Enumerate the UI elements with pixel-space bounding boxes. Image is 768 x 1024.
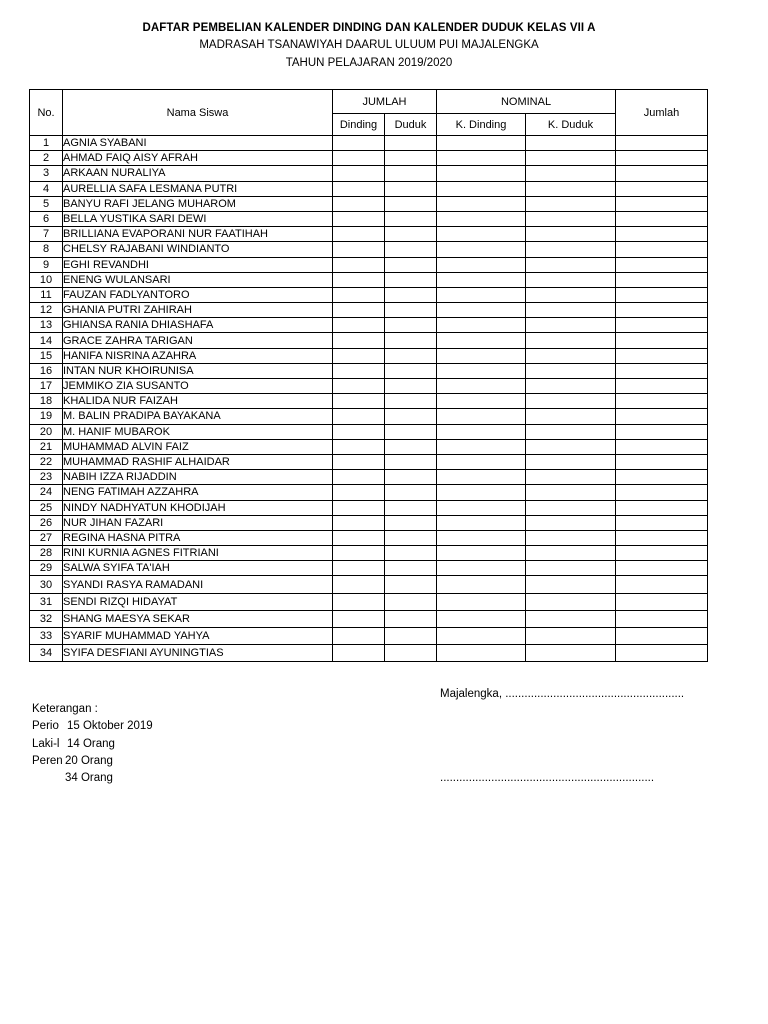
total-cell [616,166,708,181]
total-cell [616,485,708,500]
k-duduk-cell [526,530,616,545]
k-duduk-cell [526,628,616,645]
duduk-count-cell [385,515,437,530]
student-name: MUHAMMAD RASHIF ALHAIDAR [63,454,333,469]
perio-value: 15 Oktober 2019 [67,720,153,732]
total-cell [616,379,708,394]
dinding-count-cell [333,546,385,561]
duduk-count-cell [385,166,437,181]
row-number: 30 [30,576,63,593]
row-number: 13 [30,318,63,333]
k-dinding-cell [437,610,526,627]
table-row [30,424,708,439]
table-row [30,561,708,576]
table-row [30,287,708,302]
student-name: ARKAAN NURALIYA [63,166,333,181]
table-row [30,318,708,333]
student-name: BANYU RAFI JELANG MUHAROM [63,196,333,211]
dinding-count-cell [333,485,385,500]
duduk-count-cell [385,628,437,645]
total-cell [616,151,708,166]
dinding-count-cell [333,394,385,409]
duduk-count-cell [385,454,437,469]
duduk-count-cell [385,561,437,576]
dinding-count-cell [333,287,385,302]
k-dinding-cell [437,500,526,515]
table-row [30,196,708,211]
duduk-count-cell [385,227,437,242]
student-name: HANIFA NISRINA AZAHRA [63,348,333,363]
k-dinding-cell [437,287,526,302]
k-dinding-cell [437,227,526,242]
table-row [30,515,708,530]
table-row [30,439,708,454]
row-number: 21 [30,439,63,454]
dinding-count-cell [333,348,385,363]
row-number: 34 [30,645,63,662]
total-cell [616,454,708,469]
k-dinding-cell [437,257,526,272]
row-number: 23 [30,470,63,485]
student-name: SYARIF MUHAMMAD YAHYA [63,628,333,645]
k-duduk-cell [526,363,616,378]
table-row [30,333,708,348]
k-duduk-cell [526,500,616,515]
duduk-count-cell [385,500,437,515]
table-row [30,211,708,226]
row-number: 2 [30,151,63,166]
row-number: 26 [30,515,63,530]
student-name: NENG FATIMAH AZZAHRA [63,485,333,500]
total-cell [616,227,708,242]
row-number: 14 [30,333,63,348]
perio-label: Perio [32,720,59,732]
dinding-count-cell [333,272,385,287]
table-row [30,454,708,469]
dinding-count-cell [333,196,385,211]
total-cell [616,645,708,662]
student-name: NINDY NADHYATUN KHODIJAH [63,500,333,515]
row-number: 8 [30,242,63,257]
total-cell [616,181,708,196]
dinding-count-cell [333,136,385,151]
total-cell [616,424,708,439]
total-cell [616,211,708,226]
header-jumlah-group: JUMLAH [333,90,437,114]
k-dinding-cell [437,530,526,545]
total-cell [616,348,708,363]
total-cell [616,546,708,561]
student-name: RINI KURNIA AGNES FITRIANI [63,546,333,561]
dinding-count-cell [333,454,385,469]
duduk-count-cell [385,196,437,211]
row-number: 29 [30,561,63,576]
k-duduk-cell [526,333,616,348]
peren-label: Peren [32,755,63,767]
duduk-count-cell [385,211,437,226]
k-duduk-cell [526,242,616,257]
table-row [30,530,708,545]
duduk-count-cell [385,348,437,363]
duduk-count-cell [385,257,437,272]
table-row [30,257,708,272]
header-no: No. [30,90,63,136]
k-duduk-cell [526,424,616,439]
k-dinding-cell [437,166,526,181]
student-name: SALWA SYIFA TA'IAH [63,561,333,576]
k-duduk-cell [526,257,616,272]
k-dinding-cell [437,181,526,196]
student-name: SENDI RIZQI HIDAYAT [63,593,333,610]
student-name: BRILLIANA EVAPORANI NUR FAATIHAH [63,227,333,242]
k-dinding-cell [437,546,526,561]
total-cell [616,576,708,593]
duduk-count-cell [385,546,437,561]
dinding-count-cell [333,318,385,333]
total-cell [616,318,708,333]
total-cell [616,333,708,348]
duduk-count-cell [385,610,437,627]
dinding-count-cell [333,303,385,318]
student-name: FAUZAN FADLYANTORO [63,287,333,302]
total-cell [616,530,708,545]
k-duduk-cell [526,454,616,469]
dinding-count-cell [333,409,385,424]
duduk-count-cell [385,379,437,394]
row-number: 3 [30,166,63,181]
row-number: 18 [30,394,63,409]
row-number: 16 [30,363,63,378]
student-name: GRACE ZAHRA TARIGAN [63,333,333,348]
total-cell [616,439,708,454]
header-name: Nama Siswa [63,90,333,136]
dinding-count-cell [333,166,385,181]
dinding-count-cell [333,561,385,576]
row-number: 17 [30,379,63,394]
row-number: 27 [30,530,63,545]
total-cell [616,196,708,211]
duduk-count-cell [385,333,437,348]
table-row [30,409,708,424]
table-row [30,363,708,378]
row-number: 10 [30,272,63,287]
dinding-count-cell [333,610,385,627]
k-dinding-cell [437,318,526,333]
table-row [30,242,708,257]
k-dinding-cell [437,272,526,287]
table-row [30,610,708,627]
duduk-count-cell [385,287,437,302]
k-duduk-cell [526,151,616,166]
k-dinding-cell [437,379,526,394]
duduk-count-cell [385,485,437,500]
k-duduk-cell [526,181,616,196]
total-cell [616,303,708,318]
row-number: 7 [30,227,63,242]
header-duduk: Duduk [385,114,437,136]
k-dinding-cell [437,439,526,454]
total-cell [616,136,708,151]
student-name: SYANDI RASYA RAMADANI [63,576,333,593]
duduk-count-cell [385,151,437,166]
duduk-count-cell [385,530,437,545]
place-date-line: Majalengka, ........................................................ [440,688,685,700]
k-duduk-cell [526,439,616,454]
k-dinding-cell [437,470,526,485]
k-dinding-cell [437,242,526,257]
k-dinding-cell [437,485,526,500]
student-name: M. BALIN PRADIPA BAYAKANA [63,409,333,424]
dinding-count-cell [333,379,385,394]
student-name: SHANG MAESYA SEKAR [63,610,333,627]
duduk-count-cell [385,409,437,424]
table-row [30,151,708,166]
k-dinding-cell [437,645,526,662]
k-dinding-cell [437,196,526,211]
k-duduk-cell [526,318,616,333]
total-cell [616,610,708,627]
table-row [30,136,708,151]
table-row [30,303,708,318]
student-name: NABIH IZZA RIJADDIN [63,470,333,485]
table-row [30,546,708,561]
dinding-count-cell [333,227,385,242]
student-name: BELLA YUSTIKA SARI DEWI [63,211,333,226]
duduk-count-cell [385,318,437,333]
duduk-count-cell [385,593,437,610]
k-dinding-cell [437,348,526,363]
k-dinding-cell [437,151,526,166]
row-number: 12 [30,303,63,318]
k-dinding-cell [437,576,526,593]
k-dinding-cell [437,593,526,610]
student-name: NUR JIHAN FAZARI [63,515,333,530]
total-cell [616,593,708,610]
k-duduk-cell [526,645,616,662]
table-row [30,272,708,287]
total-cell [616,628,708,645]
k-duduk-cell [526,576,616,593]
k-duduk-cell [526,485,616,500]
row-number: 33 [30,628,63,645]
k-dinding-cell [437,333,526,348]
k-dinding-cell [437,515,526,530]
k-duduk-cell [526,379,616,394]
table-row [30,485,708,500]
dinding-count-cell [333,333,385,348]
dinding-count-cell [333,242,385,257]
duduk-count-cell [385,242,437,257]
k-duduk-cell [526,136,616,151]
dinding-count-cell [333,470,385,485]
dinding-count-cell [333,593,385,610]
k-duduk-cell [526,196,616,211]
k-duduk-cell [526,610,616,627]
student-name: AHMAD FAIQ AISY AFRAH [63,151,333,166]
table-row [30,576,708,593]
row-number: 6 [30,211,63,226]
k-dinding-cell [437,363,526,378]
dinding-count-cell [333,439,385,454]
purchase-table [29,89,708,662]
dinding-count-cell [333,500,385,515]
k-dinding-cell [437,561,526,576]
row-number: 31 [30,593,63,610]
duduk-count-cell [385,363,437,378]
student-name: MUHAMMAD ALVIN FAIZ [63,439,333,454]
dinding-count-cell [333,576,385,593]
table-row [30,500,708,515]
student-name: SYIFA DESFIANI AYUNINGTIAS [63,645,333,662]
k-duduk-cell [526,561,616,576]
student-name: M. HANIF MUBAROK [63,424,333,439]
table-row [30,348,708,363]
k-duduk-cell [526,272,616,287]
document-title: DAFTAR PEMBELIAN KALENDER DINDING DAN KALENDER DUDUK KELAS VII A [142,22,596,34]
k-duduk-cell [526,166,616,181]
table-row [30,181,708,196]
duduk-count-cell [385,272,437,287]
table-row [30,593,708,610]
total-cell [616,409,708,424]
keterangan-label: Keterangan : [32,703,98,715]
k-dinding-cell [437,394,526,409]
header-k-dinding: K. Dinding [437,114,526,136]
total-cell [616,515,708,530]
row-number: 20 [30,424,63,439]
laki-value: 14 Orang [67,738,115,750]
header-nominal-group: NOMINAL [437,90,616,114]
duduk-count-cell [385,645,437,662]
k-dinding-cell [437,424,526,439]
table-row [30,645,708,662]
row-number: 4 [30,181,63,196]
k-duduk-cell [526,211,616,226]
dinding-count-cell [333,151,385,166]
student-name: INTAN NUR KHOIRUNISA [63,363,333,378]
dinding-count-cell [333,628,385,645]
k-dinding-cell [437,628,526,645]
table-row [30,227,708,242]
k-dinding-cell [437,303,526,318]
k-duduk-cell [526,394,616,409]
total-cell [616,257,708,272]
student-name: AGNIA SYABANI [63,136,333,151]
table-row [30,628,708,645]
k-duduk-cell [526,546,616,561]
table-row [30,166,708,181]
total-cell [616,272,708,287]
header-dinding: Dinding [333,114,385,136]
k-duduk-cell [526,593,616,610]
table-row [30,394,708,409]
dinding-count-cell [333,645,385,662]
row-number: 1 [30,136,63,151]
signature-line: ................................................................... [440,772,655,784]
total-cell [616,470,708,485]
total-cell [616,394,708,409]
row-number: 19 [30,409,63,424]
header-k-duduk: K. Duduk [526,114,616,136]
dinding-count-cell [333,257,385,272]
academic-year: TAHUN PELAJARAN 2019/2020 [285,57,453,69]
header-total: Jumlah [616,90,708,136]
table-row [30,470,708,485]
k-duduk-cell [526,287,616,302]
dinding-count-cell [333,211,385,226]
row-number: 9 [30,257,63,272]
row-number: 28 [30,546,63,561]
peren-value: 20 Orang [65,755,113,767]
k-duduk-cell [526,348,616,363]
duduk-count-cell [385,424,437,439]
student-name: REGINA HASNA PITRA [63,530,333,545]
duduk-count-cell [385,303,437,318]
table-body [30,136,708,662]
total-value: 34 Orang [65,772,113,784]
row-number: 24 [30,485,63,500]
duduk-count-cell [385,439,437,454]
row-number: 15 [30,348,63,363]
dinding-count-cell [333,181,385,196]
k-duduk-cell [526,303,616,318]
k-duduk-cell [526,515,616,530]
total-cell [616,500,708,515]
k-dinding-cell [437,211,526,226]
duduk-count-cell [385,576,437,593]
duduk-count-cell [385,181,437,196]
laki-label: Laki-l [32,738,60,750]
duduk-count-cell [385,394,437,409]
table-row [30,379,708,394]
school-name: MADRASAH TSANAWIYAH DAARUL ULUUM PUI MAJALENGKA [199,39,539,51]
total-cell [616,363,708,378]
k-duduk-cell [526,227,616,242]
student-name: CHELSY RAJABANI WINDIANTO [63,242,333,257]
student-name: JEMMIKO ZIA SUSANTO [63,379,333,394]
dinding-count-cell [333,530,385,545]
k-dinding-cell [437,409,526,424]
row-number: 5 [30,196,63,211]
student-name: AURELLIA SAFA LESMANA PUTRI [63,181,333,196]
row-number: 11 [30,287,63,302]
student-name: GHIANSA RANIA DHIASHAFA [63,318,333,333]
duduk-count-cell [385,470,437,485]
dinding-count-cell [333,515,385,530]
student-name: KHALIDA NUR FAIZAH [63,394,333,409]
row-number: 25 [30,500,63,515]
dinding-count-cell [333,363,385,378]
dinding-count-cell [333,424,385,439]
k-duduk-cell [526,470,616,485]
student-name: EGHI REVANDHI [63,257,333,272]
duduk-count-cell [385,136,437,151]
student-name: ENENG WULANSARI [63,272,333,287]
k-dinding-cell [437,136,526,151]
total-cell [616,561,708,576]
row-number: 22 [30,454,63,469]
total-cell [616,242,708,257]
k-duduk-cell [526,409,616,424]
total-cell [616,287,708,302]
student-name: GHANIA PUTRI ZAHIRAH [63,303,333,318]
row-number: 32 [30,610,63,627]
k-dinding-cell [437,454,526,469]
